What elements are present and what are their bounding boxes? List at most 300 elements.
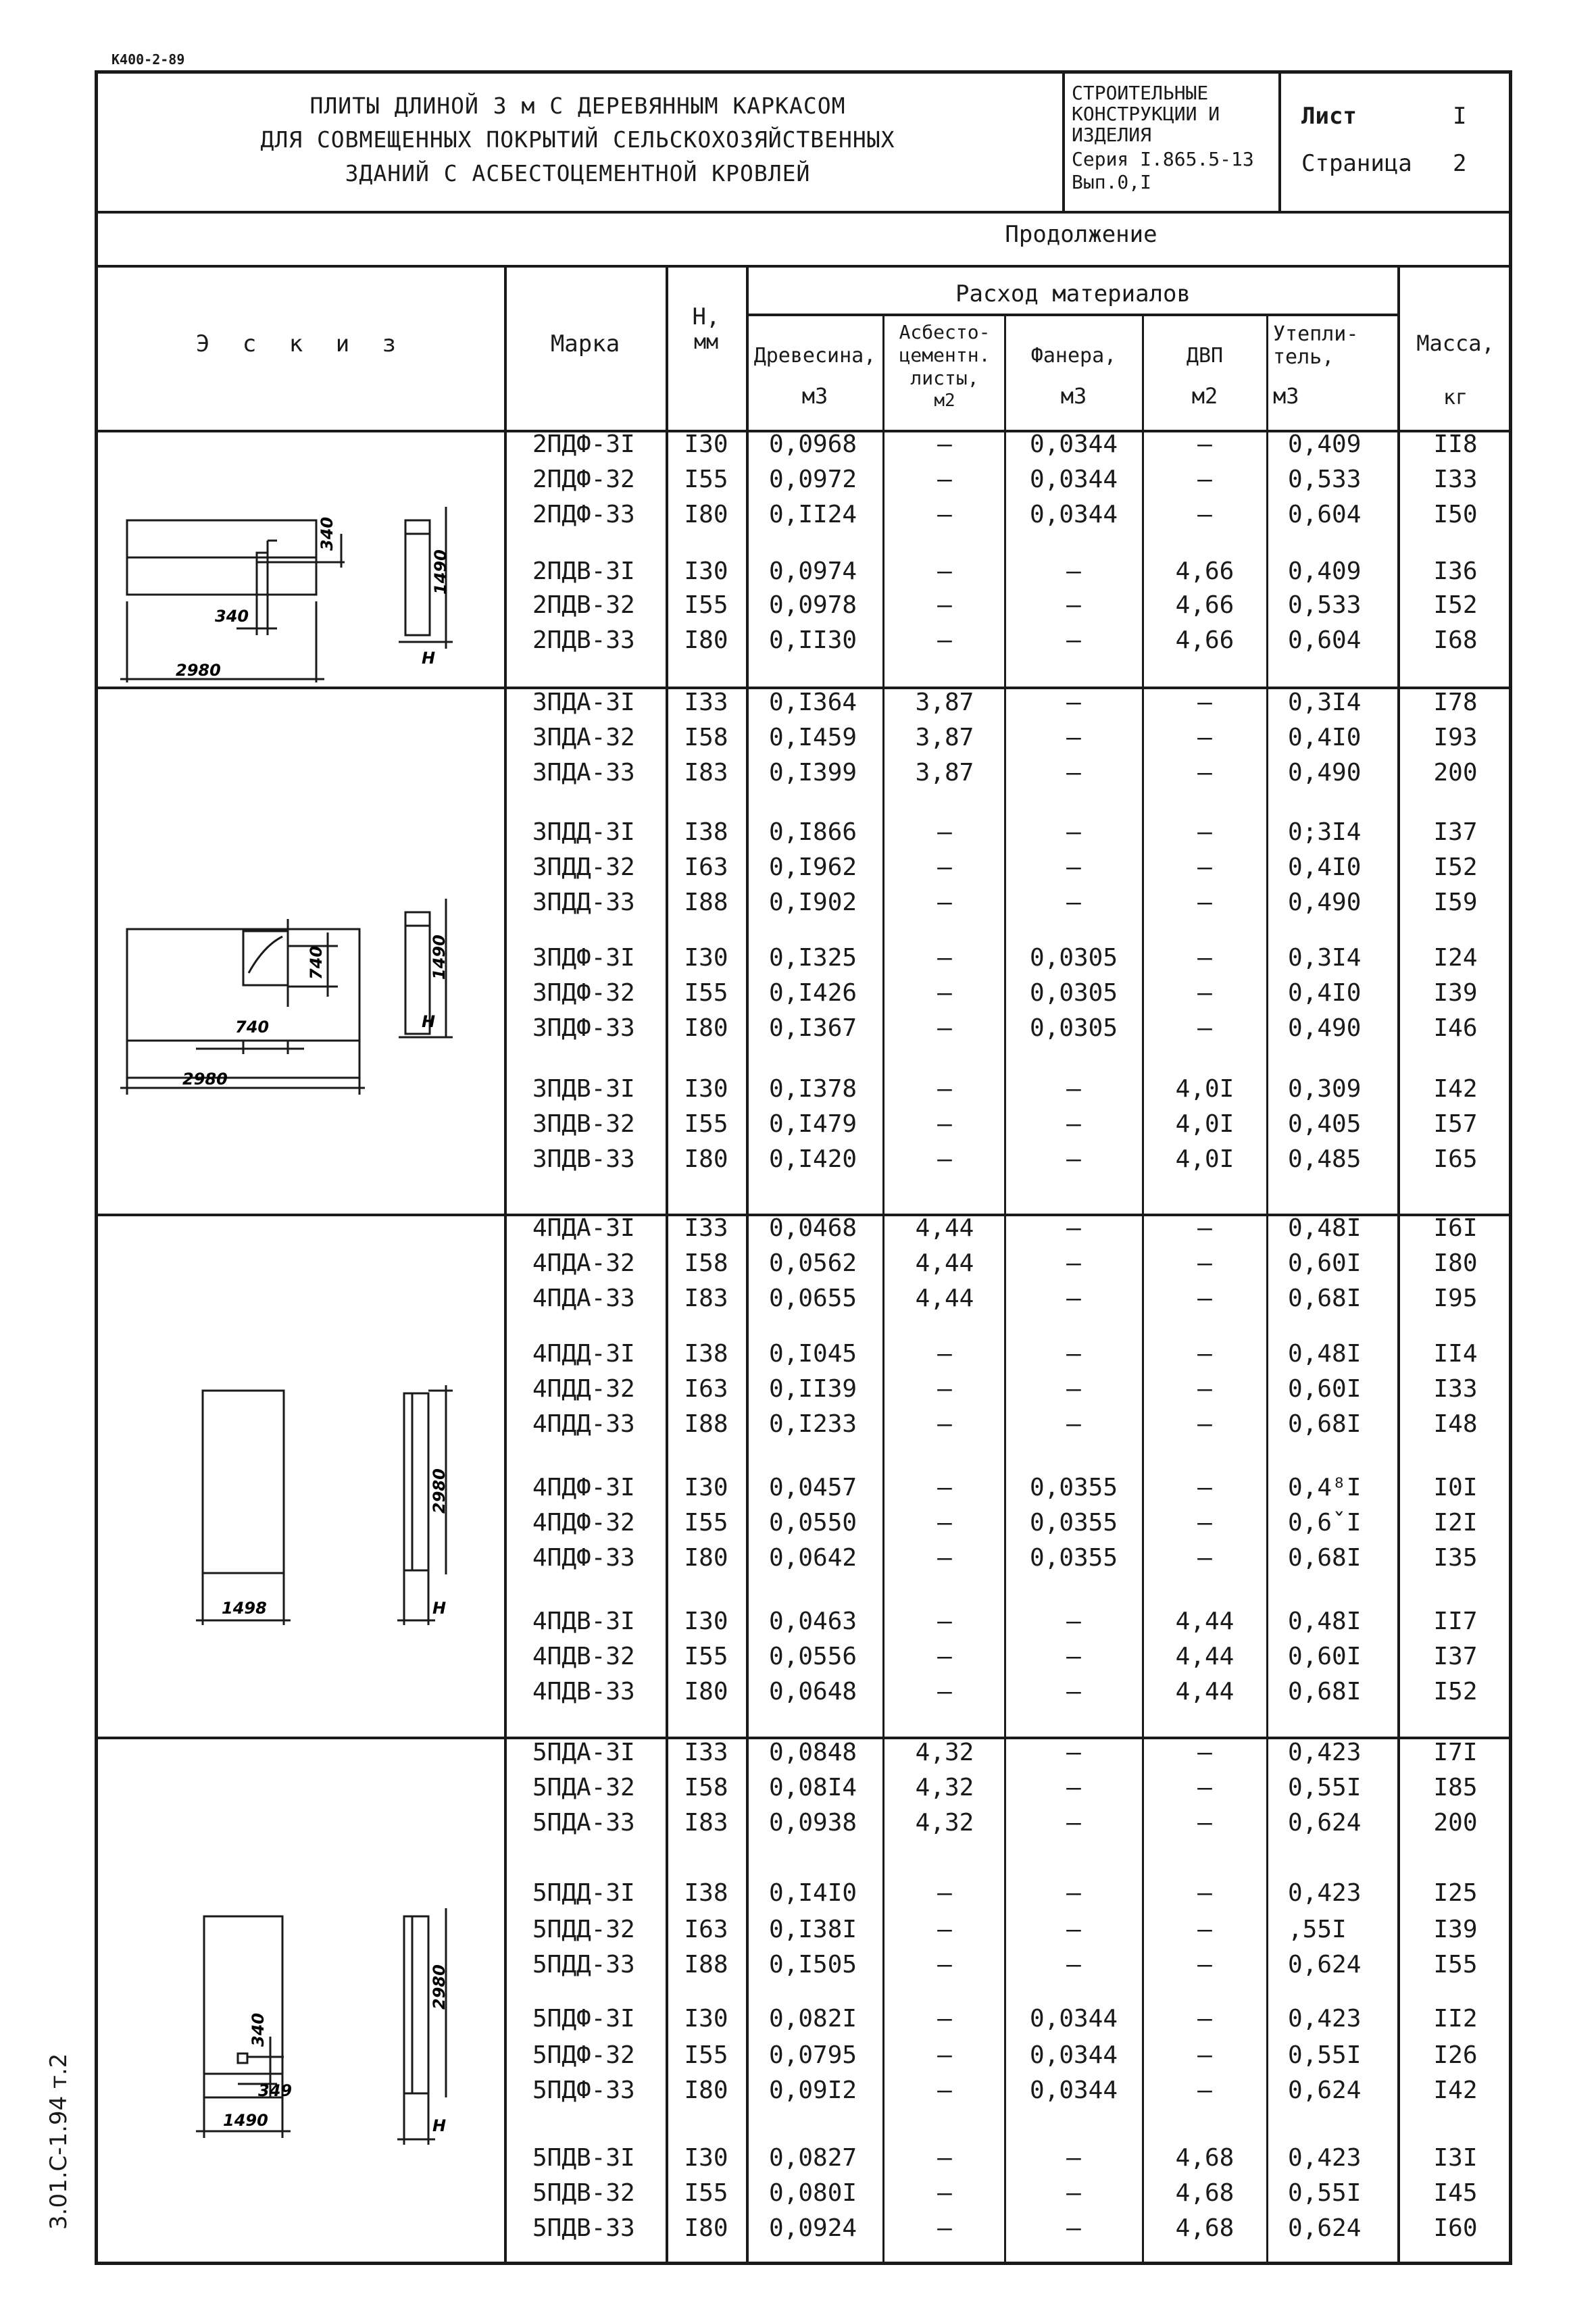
cell-dvp: 4,66 [1175, 591, 1235, 619]
cell-mark: 4ПДА-32 [532, 1249, 635, 1277]
cell-mass: I2I [1433, 1509, 1478, 1537]
cell-ins: 0,309 [1288, 1075, 1362, 1103]
cell-mass: 200 [1433, 1809, 1478, 1837]
cell-ply: 0,0344 [1029, 430, 1118, 458]
cell-mark: 4ПДД-3I [532, 1340, 635, 1368]
cell-asb: – [937, 557, 952, 585]
cell-ply: 0,0305 [1029, 1014, 1118, 1042]
cell-mass: I39 [1433, 979, 1478, 1007]
cell-mark: 3ПДА-32 [532, 724, 635, 751]
cell-mass: I93 [1433, 724, 1478, 751]
cell-mark: 2ПДВ-33 [532, 626, 635, 654]
cell-mark: 4ПДВ-33 [532, 1678, 635, 1706]
sketch-dim: Н [432, 1599, 447, 1618]
cell-dvp: – [1197, 1774, 1212, 1801]
cell-ins: 0,68I [1288, 1678, 1362, 1706]
cell-mark: 4ПДА-3I [532, 1214, 635, 1242]
cell-dvp: – [1197, 889, 1212, 916]
col-mark-header: Марка [550, 330, 620, 357]
cell-mass: I68 [1433, 626, 1478, 654]
consumption-divider [746, 314, 1397, 316]
cell-dvp: 4,0I [1175, 1075, 1235, 1103]
cell-mass: I46 [1433, 1014, 1478, 1042]
cell-asb: – [937, 1014, 952, 1042]
cell-ins: 0,604 [1288, 501, 1362, 528]
cell-mass: I37 [1433, 1643, 1478, 1670]
cell-ply: 0,0305 [1029, 944, 1118, 972]
cell-wood: 0,0556 [769, 1643, 857, 1670]
cell-mass: I39 [1433, 1916, 1478, 1943]
cell-ins: 0,423 [1288, 2144, 1362, 2172]
cell-asb: – [937, 1879, 952, 1907]
cell-asb: 3,87 [915, 759, 974, 787]
cell-dvp: – [1197, 1809, 1212, 1837]
cell-asb: 3,87 [915, 689, 974, 716]
cell-dvp: – [1197, 724, 1212, 751]
cell-wood: 0,0978 [769, 591, 857, 619]
cell-ins: 0,423 [1288, 2005, 1362, 2033]
sketch-dim: 349 [258, 2081, 293, 2100]
cell-asb: 3,87 [915, 724, 974, 751]
cell-mass: I52 [1433, 853, 1478, 881]
cell-h: I83 [684, 759, 728, 787]
cell-mark: 4ПДФ-33 [532, 1544, 635, 1572]
header-vline-1 [1062, 70, 1065, 211]
continuation-label: Продолжение [1005, 221, 1157, 248]
cell-h: I80 [684, 1145, 728, 1173]
cell-h: I58 [684, 724, 728, 751]
cell-h: I55 [684, 466, 728, 493]
cell-ply: 0,0355 [1029, 1474, 1118, 1501]
cell-dvp: 4,44 [1175, 1678, 1235, 1706]
cell-asb: – [937, 1608, 952, 1635]
cell-asb: – [937, 2076, 952, 2104]
series-line-5: Вып.0,I [1072, 171, 1152, 193]
cell-ply: – [1066, 1375, 1081, 1403]
cell-ins: 0,48I [1288, 1214, 1362, 1242]
cell-asb: – [937, 1110, 952, 1138]
cell-wood: 0,0468 [769, 1214, 857, 1242]
col-asb-unit: м2 [934, 391, 955, 411]
cell-asb: – [937, 1916, 952, 1943]
cell-ply: – [1066, 1410, 1081, 1438]
cell-mass: I85 [1433, 1774, 1478, 1801]
cell-asb: – [937, 1643, 952, 1670]
cell-ins: 0,604 [1288, 626, 1362, 654]
cell-h: I80 [684, 2214, 728, 2242]
cell-asb: – [937, 501, 952, 528]
cell-dvp: 4,44 [1175, 1608, 1235, 1635]
cell-mark: 2ПДВ-32 [532, 591, 635, 619]
cell-mass: I37 [1433, 818, 1478, 846]
cell-h: I88 [684, 1951, 728, 1978]
cell-asb: – [937, 626, 952, 654]
page-value: 2 [1453, 150, 1467, 177]
cell-ins: 0,4I0 [1288, 979, 1362, 1007]
cell-mass: I42 [1433, 1075, 1478, 1103]
sketch-dim: 2980 [430, 1964, 449, 2010]
cell-ply: – [1066, 1110, 1081, 1138]
header-vline-2 [1278, 70, 1281, 211]
cell-mass: I59 [1433, 889, 1478, 916]
cell-mark: 3ПДФ-3I [532, 944, 635, 972]
cell-h: I30 [684, 1474, 728, 1501]
title-line-1: ПЛИТЫ ДЛИНОЙ 3 м С ДЕРЕВЯННЫМ КАРКАСОМ [309, 93, 846, 119]
cell-asb: – [937, 466, 952, 493]
cell-mass: II4 [1433, 1340, 1478, 1368]
cell-wood: 0,I866 [769, 818, 857, 846]
cell-h: I83 [684, 1285, 728, 1312]
cell-mark: 2ПДФ-3I [532, 430, 635, 458]
cell-h: I88 [684, 889, 728, 916]
sketch-group-3 [101, 689, 503, 1212]
cell-mark: 2ПДФ-33 [532, 501, 635, 528]
cell-h: I63 [684, 1375, 728, 1403]
cell-dvp: – [1197, 1375, 1212, 1403]
cell-h: I38 [684, 1340, 728, 1368]
cell-wood: 0,II39 [769, 1375, 857, 1403]
cell-ply: – [1066, 689, 1081, 716]
cell-asb: – [937, 944, 952, 972]
cell-wood: 0,I399 [769, 759, 857, 787]
cell-ins: 0,533 [1288, 591, 1362, 619]
cell-asb: 4,44 [915, 1214, 974, 1242]
cell-h: I55 [684, 1110, 728, 1138]
col-insul-header-line1: Утепли- [1273, 322, 1359, 346]
cell-ins: 0,4⁸I [1288, 1474, 1362, 1501]
cell-dvp: – [1197, 818, 1212, 846]
cell-asb: – [937, 1145, 952, 1173]
col-sketch-header: Э с к и з [195, 330, 406, 357]
cell-ply: 0,0344 [1029, 2005, 1118, 2033]
cell-dvp: – [1197, 2005, 1212, 2033]
cell-asb: – [937, 430, 952, 458]
cell-mark: 5ПДД-33 [532, 1951, 635, 1978]
col-dvp-unit: м2 [1191, 383, 1218, 409]
cell-mass: I55 [1433, 1951, 1478, 1978]
cell-h: I33 [684, 689, 728, 716]
cell-mark: 3ПДД-32 [532, 853, 635, 881]
cell-ins: 0,60I [1288, 1249, 1362, 1277]
cell-dvp: – [1197, 1951, 1212, 1978]
cell-h: I38 [684, 1879, 728, 1907]
cell-ins: 0,423 [1288, 1879, 1362, 1907]
cell-ply: – [1066, 1285, 1081, 1312]
cell-h: I80 [684, 2076, 728, 2104]
cell-ins: 0,48I [1288, 1608, 1362, 1635]
cell-mark: 4ПДВ-32 [532, 1643, 635, 1670]
sketch-dim: 340 [318, 516, 336, 551]
cell-ply: – [1066, 1774, 1081, 1801]
col-line-wood [882, 314, 884, 2265]
cell-wood: 0,I325 [769, 944, 857, 972]
col-plywood-unit: м3 [1060, 383, 1087, 409]
cell-wood: 0,I902 [769, 889, 857, 916]
cell-h: I58 [684, 1774, 728, 1801]
cell-mass: I7I [1433, 1739, 1478, 1766]
cell-ply: – [1066, 1678, 1081, 1706]
cell-dvp: – [1197, 1410, 1212, 1438]
cell-mark: 4ПДФ-3I [532, 1474, 635, 1501]
cell-mass: I50 [1433, 501, 1478, 528]
sketch-dim: Н [432, 2116, 447, 2135]
cell-h: I30 [684, 430, 728, 458]
cell-ins: 0,624 [1288, 2076, 1362, 2104]
cell-asb: – [937, 1375, 952, 1403]
cell-h: I30 [684, 944, 728, 972]
cell-h: I33 [684, 1739, 728, 1766]
cell-wood: 0,0562 [769, 1249, 857, 1277]
cell-mass: II8 [1433, 430, 1478, 458]
cell-ply: – [1066, 724, 1081, 751]
series-line-2: КОНСТРУКЦИИ И [1072, 103, 1220, 125]
sketch-dim: 1498 [222, 1599, 267, 1618]
cell-mark: 4ПДА-33 [532, 1285, 635, 1312]
cell-wood: 0,I38I [769, 1916, 857, 1943]
cell-ins: 0,4I0 [1288, 724, 1362, 751]
cell-mass: I25 [1433, 1879, 1478, 1907]
cell-ins: 0,55I [1288, 2179, 1362, 2207]
cell-asb: – [937, 1509, 952, 1537]
cell-ply: – [1066, 1643, 1081, 1670]
cell-ply: – [1066, 1075, 1081, 1103]
col-insul-header-line2: тель, [1273, 345, 1335, 369]
col-line-asb [1004, 314, 1006, 2265]
cell-mass: 200 [1433, 759, 1478, 787]
cell-mark: 3ПДФ-32 [532, 979, 635, 1007]
cell-ins: 0,3I4 [1288, 944, 1362, 972]
cell-mass: I26 [1433, 2041, 1478, 2069]
cell-ins: 0,405 [1288, 1110, 1362, 1138]
cell-dvp: – [1197, 1739, 1212, 1766]
cell-h: I80 [684, 626, 728, 654]
sketch-dim: 2980 [430, 1468, 449, 1514]
cell-mark: 5ПДА-33 [532, 1809, 635, 1837]
cell-wood: 0,0642 [769, 1544, 857, 1572]
cell-wood: 0,I426 [769, 979, 857, 1007]
series-line-4: Серия I.865.5-13 [1072, 148, 1254, 170]
cell-mass: I65 [1433, 1145, 1478, 1173]
cell-dvp: 4,66 [1175, 626, 1235, 654]
cell-dvp: 4,44 [1175, 1643, 1235, 1670]
sheet-label: Лист [1301, 103, 1357, 130]
cell-mass: I60 [1433, 2214, 1478, 2242]
cell-mass: I42 [1433, 2076, 1478, 2104]
cell-ins: 0,68I [1288, 1410, 1362, 1438]
cell-mark: 3ПДФ-33 [532, 1014, 635, 1042]
cell-mass: II7 [1433, 1608, 1478, 1635]
cell-ply: – [1066, 889, 1081, 916]
cell-ins: 0,6ˇI [1288, 1509, 1362, 1537]
cell-wood: 0,I367 [769, 1014, 857, 1042]
col-asb-header-line1: Асбесто- [899, 321, 991, 343]
cell-mark: 3ПДВ-32 [532, 1110, 635, 1138]
title-line-3: ЗДАНИЙ С АСБЕСТОЦЕМЕНТНОЙ КРОВЛЕЙ [345, 160, 811, 186]
cell-mark: 5ПДВ-33 [532, 2214, 635, 2242]
cell-ply: 0,0305 [1029, 979, 1118, 1007]
cell-mark: 4ПДД-33 [532, 1410, 635, 1438]
cell-mark: 3ПДВ-33 [532, 1145, 635, 1173]
cell-h: I80 [684, 501, 728, 528]
cell-wood: 0,I479 [769, 1110, 857, 1138]
cell-h: I38 [684, 818, 728, 846]
cell-dvp: – [1197, 759, 1212, 787]
sketch-dim: Н [422, 649, 436, 668]
cell-dvp: – [1197, 1285, 1212, 1312]
cell-h: I80 [684, 1678, 728, 1706]
cell-mass: I33 [1433, 466, 1478, 493]
cell-wood: 0,I962 [769, 853, 857, 881]
cell-ply: – [1066, 1739, 1081, 1766]
sketch-dim: 2980 [182, 1070, 228, 1089]
cell-wood: 0,08I4 [769, 1774, 857, 1801]
cell-wood: 0,0972 [769, 466, 857, 493]
cell-asb: – [937, 1340, 952, 1368]
cell-ins: 0,60I [1288, 1375, 1362, 1403]
cell-wood: 0,082I [769, 2005, 857, 2033]
cell-dvp: – [1197, 1340, 1212, 1368]
cell-asb: – [937, 2041, 952, 2069]
cell-ins: 0,409 [1288, 430, 1362, 458]
cell-ply: 0,0355 [1029, 1509, 1118, 1537]
cell-ins: 0;3I4 [1288, 818, 1362, 846]
cell-h: I55 [684, 591, 728, 619]
cell-ins: 0,3I4 [1288, 689, 1362, 716]
cell-mass: I95 [1433, 1285, 1478, 1312]
cell-wood: 0,0924 [769, 2214, 857, 2242]
cell-wood: 0,I420 [769, 1145, 857, 1173]
cell-wood: 0,080I [769, 2179, 857, 2207]
cell-wood: 0,0938 [769, 1809, 857, 1837]
cell-mass: I52 [1433, 1678, 1478, 1706]
sketch-dim: 1490 [431, 549, 450, 595]
cell-ins: 0,68I [1288, 1285, 1362, 1312]
cell-ply: 0,0344 [1029, 2076, 1118, 2104]
cell-ins: 0,4I0 [1288, 853, 1362, 881]
cell-mass: I78 [1433, 689, 1478, 716]
cell-asb: – [937, 2179, 952, 2207]
cell-wood: 0,I364 [769, 689, 857, 716]
cell-ply: – [1066, 853, 1081, 881]
cell-h: I88 [684, 1410, 728, 1438]
cell-dvp: – [1197, 1544, 1212, 1572]
cell-h: I80 [684, 1014, 728, 1042]
cell-ply: – [1066, 1879, 1081, 1907]
cell-mass: I48 [1433, 1410, 1478, 1438]
cell-ins: 0,423 [1288, 1739, 1362, 1766]
cell-dvp: – [1197, 853, 1212, 881]
cell-mark: 4ПДФ-32 [532, 1509, 635, 1537]
cell-dvp: – [1197, 979, 1212, 1007]
cell-wood: 0,I505 [769, 1951, 857, 1978]
col-asb-header-line3: листы, [910, 367, 979, 389]
cell-wood: 0,II24 [769, 501, 857, 528]
cell-wood: 0,0463 [769, 1608, 857, 1635]
cell-asb: – [937, 853, 952, 881]
cell-mass: II2 [1433, 2005, 1478, 2033]
cell-mark: 3ПДД-3I [532, 818, 635, 846]
cell-asb: – [937, 1474, 952, 1501]
cell-h: I55 [684, 1509, 728, 1537]
cell-h: I80 [684, 1544, 728, 1572]
cell-h: I58 [684, 1249, 728, 1277]
cell-mark: 4ПДД-32 [532, 1375, 635, 1403]
cell-dvp: – [1197, 1879, 1212, 1907]
cell-ins: 0,48I [1288, 1340, 1362, 1368]
cell-h: I30 [684, 1075, 728, 1103]
sheet-value: I [1453, 103, 1467, 130]
continuation-divider [95, 265, 1512, 268]
cell-ply: – [1066, 1340, 1081, 1368]
cell-ins: 0,490 [1288, 759, 1362, 787]
cell-mark: 5ПДВ-3I [532, 2144, 635, 2172]
cell-dvp: – [1197, 1249, 1212, 1277]
cell-mass: I52 [1433, 591, 1478, 619]
cell-dvp: – [1197, 501, 1212, 528]
cell-ply: – [1066, 1809, 1081, 1837]
cell-ply: 0,0344 [1029, 501, 1118, 528]
cell-asb: – [937, 591, 952, 619]
cell-wood: 0,I459 [769, 724, 857, 751]
cell-mark: 4ПДВ-3I [532, 1608, 635, 1635]
cell-asb: – [937, 889, 952, 916]
cell-asb: 4,32 [915, 1774, 974, 1801]
cell-wood: 0,09I2 [769, 2076, 857, 2104]
cell-mass: I0I [1433, 1474, 1478, 1501]
side-stamp: 3.01.С-1.94 т.2 [45, 2053, 72, 2230]
cell-mass: I33 [1433, 1375, 1478, 1403]
cell-asb: – [937, 2214, 952, 2242]
cell-wood: 0,0648 [769, 1678, 857, 1706]
cell-mass: I6I [1433, 1214, 1478, 1242]
col-dvp-header: ДВП [1186, 344, 1224, 368]
cell-asb: 4,32 [915, 1739, 974, 1766]
cell-ply: – [1066, 1145, 1081, 1173]
cell-mark: 5ПДФ-33 [532, 2076, 635, 2104]
cell-h: I55 [684, 979, 728, 1007]
series-line-1: СТРОИТЕЛЬНЫЕ [1072, 82, 1209, 104]
cell-ins: 0,533 [1288, 466, 1362, 493]
cell-ins: ,55I [1288, 1916, 1347, 1943]
cell-mark: 2ПДВ-3I [532, 557, 635, 585]
col-h-header-line1: Н, [692, 303, 720, 330]
cell-mark: 3ПДВ-3I [532, 1075, 635, 1103]
cell-mass: I57 [1433, 1110, 1478, 1138]
sketch-dim: 1490 [223, 2111, 268, 2130]
cell-mass: I3I [1433, 2144, 1478, 2172]
cell-ply: 0,0344 [1029, 2041, 1118, 2069]
cell-h: I30 [684, 2005, 728, 2033]
cell-wood: 0,0848 [769, 1739, 857, 1766]
page-label: Страница [1301, 150, 1412, 177]
cell-wood: 0,0550 [769, 1509, 857, 1537]
cell-mark: 3ПДА-33 [532, 759, 635, 787]
cell-dvp: 4,68 [1175, 2179, 1235, 2207]
col-mass-header: Масса, [1416, 330, 1495, 356]
cell-ply: – [1066, 557, 1081, 585]
cell-ins: 0,624 [1288, 2214, 1362, 2242]
cell-h: I55 [684, 1643, 728, 1670]
cell-wood: 0,II30 [769, 626, 857, 654]
cell-mark: 5ПДА-3I [532, 1739, 635, 1766]
cell-wood: 0,0795 [769, 2041, 857, 2069]
cell-ply: – [1066, 1214, 1081, 1242]
cell-ply: – [1066, 2214, 1081, 2242]
col-plywood-header: Фанера, [1030, 344, 1117, 368]
cell-asb: – [937, 1678, 952, 1706]
col-h-header-line2: мм [693, 330, 719, 354]
cell-mass: I80 [1433, 1249, 1478, 1277]
